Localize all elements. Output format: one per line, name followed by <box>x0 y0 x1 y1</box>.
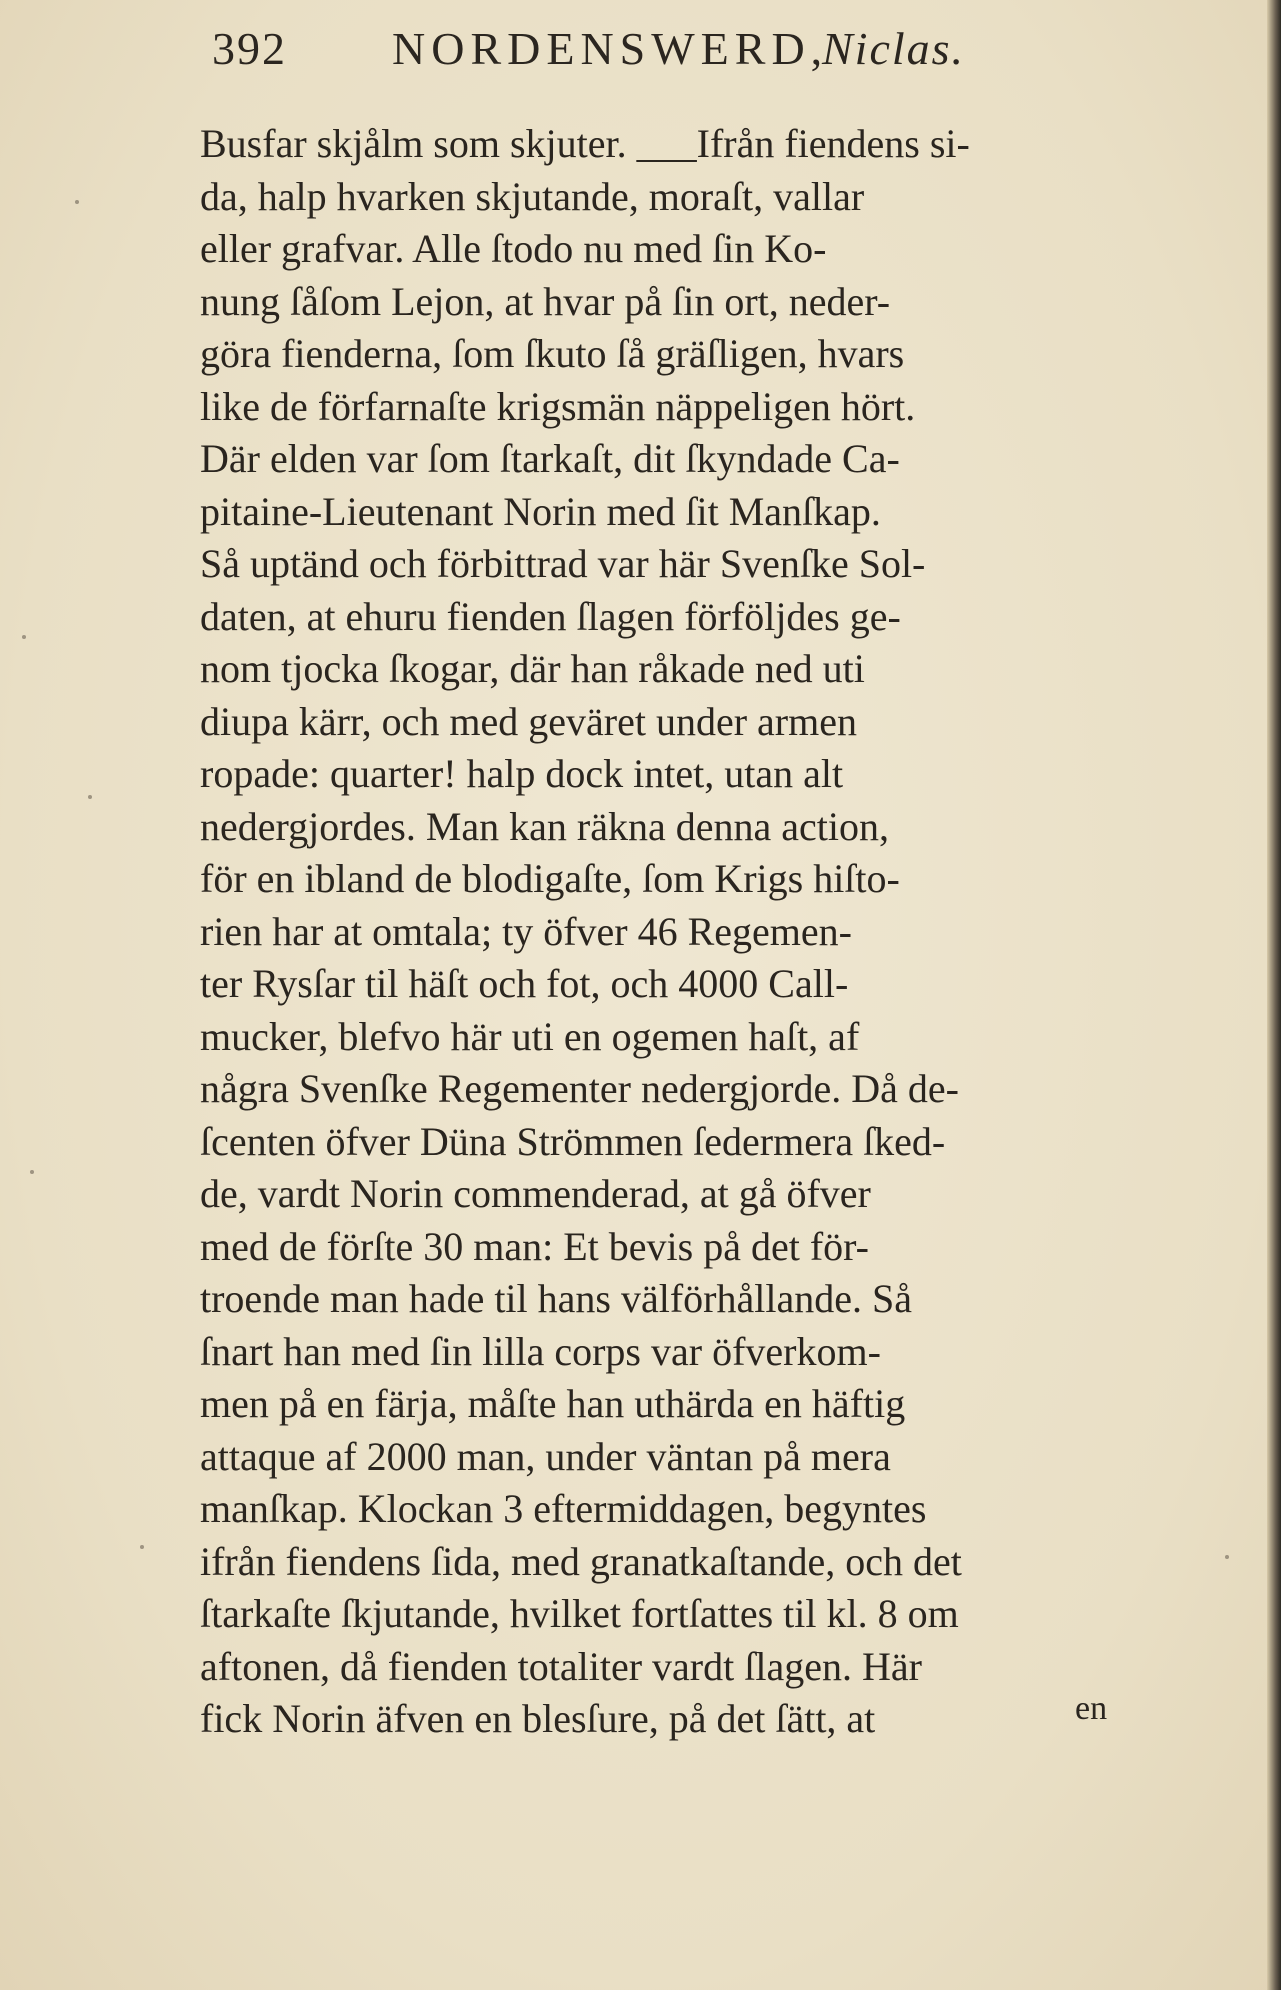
text-line: Så uptänd och förbittrad var här Svenſke Sol- <box>200 541 926 586</box>
text-line: ter Rysſar til häſt och fot, och 4000 Call- <box>200 961 849 1006</box>
text-line: men på en färja, måſte han uthärda en häftig <box>200 1381 906 1426</box>
text-line: da, halp hvarken skjutande, moraſt, vallar <box>200 173 865 219</box>
text-line: aftonen, då fienden totaliter vardt ſlagen. Här <box>200 1643 922 1689</box>
text-line: ropade: quarter! halp dock intet, utan alt <box>200 751 844 796</box>
text-line: like de förfarnaſte krigsmän näppeligen hört. <box>200 383 916 429</box>
running-head <box>212 22 1072 82</box>
text-line: ſtarkaſte ſkjutande, hvilket fortſattes til kl. 8 om <box>200 1591 959 1636</box>
paper-speck <box>140 1545 144 1549</box>
text-line: fick Norin äfven en blesſure, på det ſätt, at <box>200 1696 876 1741</box>
text-line: daten, at ehuru fienden ſlagen förföljdes ge- <box>200 593 901 639</box>
paper-speck <box>75 200 79 204</box>
text-line: attaque af 2000 man, under väntan på mera <box>200 1433 891 1479</box>
text-line: rien har at omtala; ty öfver 46 Regemen- <box>200 908 852 954</box>
text-line: några Svenſke Regementer nedergjorde. Då de- <box>200 1066 959 1111</box>
text-line: ſcenten öfver Düna Strömmen ſedermera ſked- <box>200 1118 946 1164</box>
paper-speck <box>1225 1555 1229 1559</box>
page-number: 392 <box>212 23 287 74</box>
text-line: nedergjordes. Man kan räkna denna action, <box>200 803 890 849</box>
running-head-given-name: Niclas. <box>822 23 966 74</box>
paper-speck <box>22 635 26 639</box>
text-line: troende man hade til hans välförhållande. Så <box>200 1276 912 1321</box>
text-line: eller grafvar. Alle ſtodo nu med ſin Ko- <box>200 226 827 271</box>
text-line: för en ibland de blodigaſte, ſom Krigs hiſto- <box>200 856 900 901</box>
text-line: Busfar skjålm som skjuter. ___Ifrån fiendens si- <box>200 121 970 166</box>
text-line: nung ſåſom Lejon, at hvar på ſin ort, neder- <box>200 278 891 324</box>
text-line: mucker, blefvo här uti en ogemen haſt, af <box>200 1013 860 1059</box>
running-head-name: NORDENSWERD, <box>392 23 829 74</box>
text-line: diupa kärr, och med geväret under armen <box>200 698 857 744</box>
page-edge-shadow <box>1267 0 1281 1990</box>
body-text <box>200 118 1160 1746</box>
text-line: ſnart han med ſin lilla corps var öfverkom- <box>200 1328 881 1374</box>
text-line: manſkap. Klockan 3 eftermiddagen, begyntes <box>200 1486 927 1531</box>
text-line: de, vardt Norin commenderad, at gå öfver <box>200 1171 871 1216</box>
paper-speck <box>30 1170 34 1174</box>
text-line: Där elden var ſom ſtarkaſt, dit ſkyndade Ca- <box>200 436 900 481</box>
text-line: nom tjocka ſkogar, där han råkade ned uti <box>200 646 865 691</box>
text-line: ifrån fiendens ſida, med granatkaſtande, och det <box>200 1538 962 1584</box>
catchword: en <box>1075 1690 1108 1727</box>
text-line: göra fienderna, ſom ſkuto ſå gräſligen, hvars <box>200 331 905 376</box>
paper-speck <box>88 795 92 799</box>
text-line: pitaine-Lieutenant Norin med ſit Manſkap. <box>200 488 881 534</box>
text-line: med de förſte 30 man: Et bevis på det för- <box>200 1223 869 1269</box>
